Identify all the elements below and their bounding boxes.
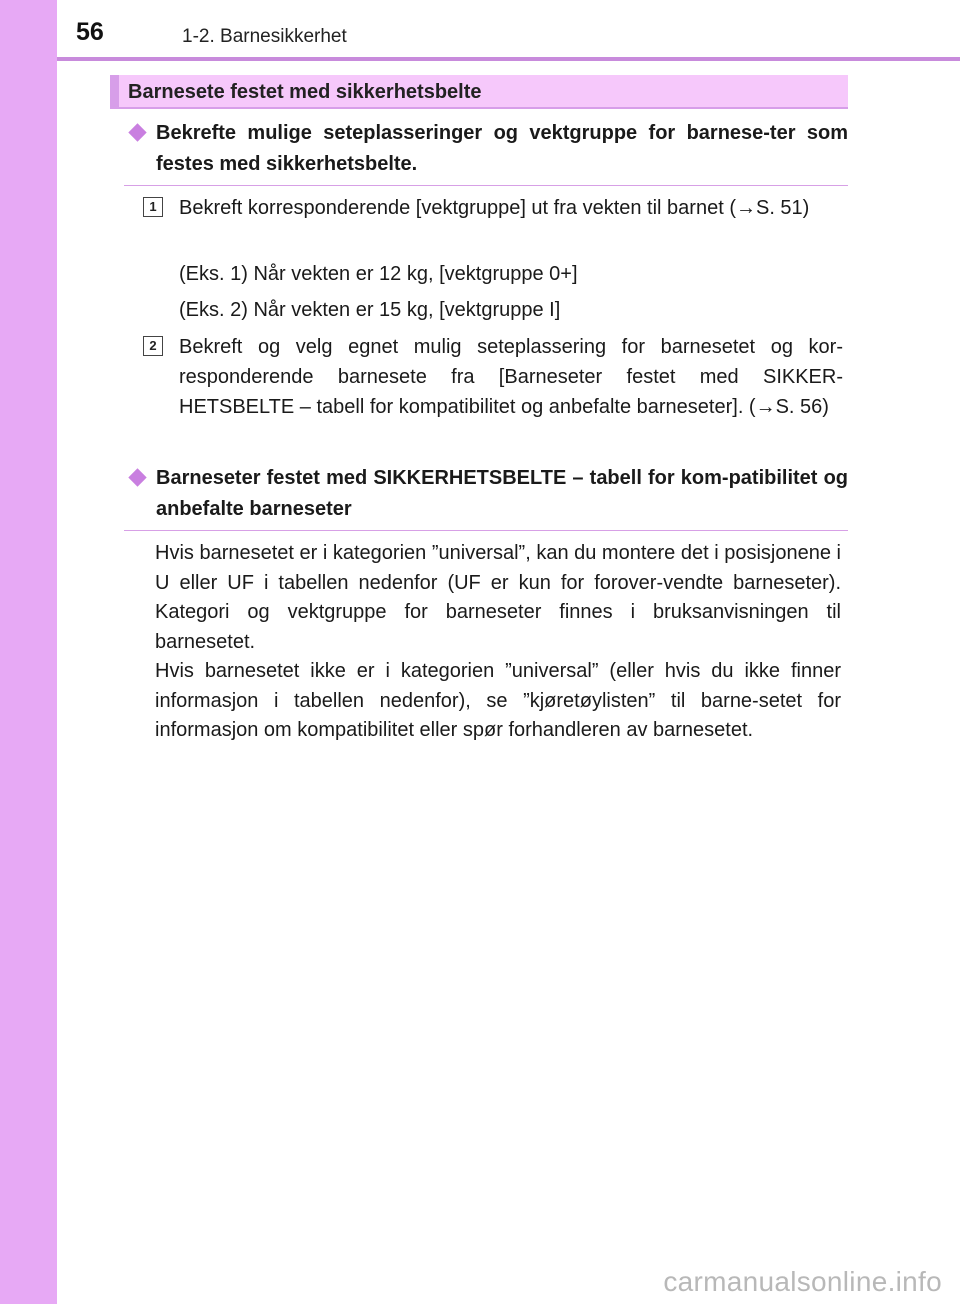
section-banner <box>110 75 848 109</box>
page-margin-tab <box>0 0 57 1304</box>
example-1: (Eks. 1) Når vekten er 12 kg, [vektgruppe 0+] <box>179 263 578 285</box>
step-1 <box>143 193 843 223</box>
step-1-text: Bekreft korresponderende [vektgruppe] ut fra vekten til barnet (→S. 51) <box>179 197 810 219</box>
paragraph: Hvis barnesetet ikke er i kategorien ”universal” (eller hvis du ikke finner informasjon i tabellen nedenfor), se ”kjøretøylisten” til barne-setet for informasjon om kompatibilitet eller spør forhandleren av barnesetet. <box>155 660 841 741</box>
body-paragraphs <box>155 539 841 746</box>
chapter-title: 1-2. Barnesikkerhet <box>182 26 347 47</box>
section-title: Barnesete festet med sikkerhetsbelte <box>128 81 482 103</box>
step-2-text: Bekreft og velg egnet mulig seteplassering for barnesetet og kor-responderende barnesete fra [Barneseter festet med SIKKER-HETSBELTE – tabell for kompatibilitet og anbefalte barneseter]. (→S. 56) <box>179 336 843 418</box>
step-number-badge: 1 <box>143 197 163 217</box>
watermark: carmanualsonline.info <box>663 1266 942 1297</box>
step-2 <box>143 332 843 422</box>
bullet-heading-text: Bekrefte mulige seteplasseringer og vektgruppe for barnese-ter som festes med sikkerhetsbelte. <box>156 122 848 175</box>
diamond-bullet-icon <box>128 468 146 486</box>
header-rule <box>57 57 960 61</box>
paragraph: Hvis barnesetet er i kategorien ”universal”, kan du montere det i posisjonene i U eller UF i tabellen nedenfor (UF er kun for forover-vendte barneseter). Kategori og vektgruppe for barneseter finnes i bruksanvisningen til barnesetet. <box>155 542 841 653</box>
bullet-heading-seat-positions <box>124 118 848 186</box>
example-2: (Eks. 2) Når vekten er 15 kg, [vektgruppe I] <box>179 299 561 321</box>
bullet-heading-compat-table <box>124 463 848 531</box>
page-number: 56 <box>76 18 104 46</box>
bullet-heading-text: Barneseter festet med SIKKERHETSBELTE – tabell for kom-patibilitet og anbefalte barneseter <box>156 467 848 520</box>
step-number-badge: 2 <box>143 336 163 356</box>
diamond-bullet-icon <box>128 123 146 141</box>
